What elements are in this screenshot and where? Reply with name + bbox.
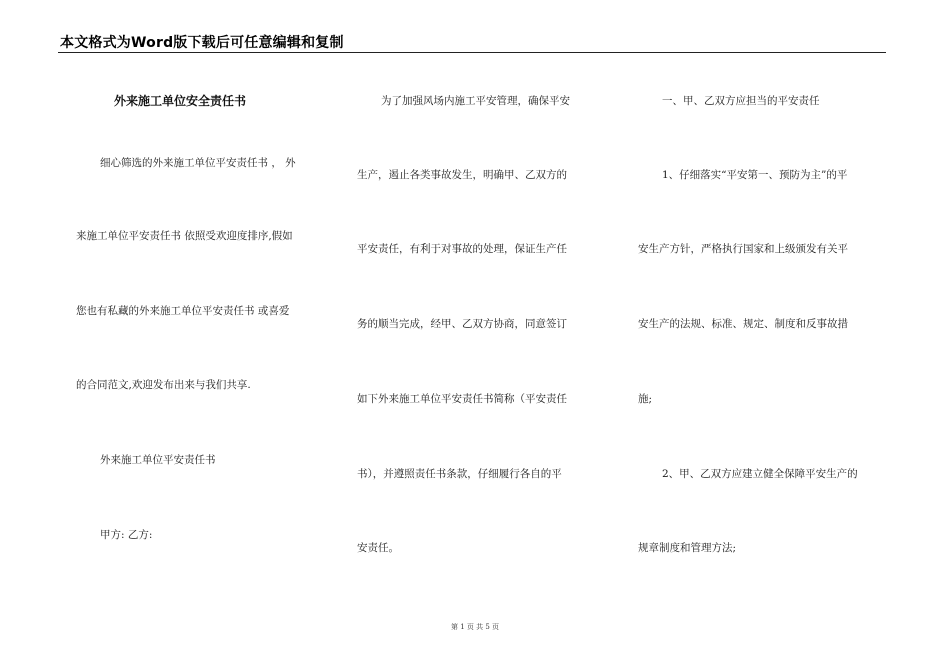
text-line: 安生产方针，严格执行国家和上级颁发有关平	[638, 243, 848, 255]
text-line: 书），并遵照责任书条款，仔细履行各自的平	[357, 468, 562, 480]
text-line: 外来施工单位平安责任书	[100, 454, 216, 466]
page-number: 第 1 页 共 5 页	[450, 623, 500, 631]
document-title: 外来施工单位安全责任书	[114, 94, 247, 108]
text-line: 甲方: 乙方:	[100, 529, 153, 541]
text-line: 生产，遏止各类事故发生，明确甲、乙双方的	[357, 169, 567, 181]
text-line: 务的顺当完成，经甲、乙双方协商，同意签订	[357, 318, 567, 330]
text-line: 的合同范文,欢迎发布出来与我们共享.	[76, 379, 251, 391]
text-line: 施;	[638, 393, 653, 405]
text-line: 一、甲、乙双方应担当的平安责任	[662, 95, 820, 107]
text-line: 细心筛选的外来施工单位平安责任书 ， 外	[100, 157, 296, 169]
text-line: 安生产的法规、标准、规定、制度和反事故措	[638, 318, 848, 330]
text-line: 为了加强风场内施工平安管理，确保平安	[381, 95, 570, 107]
text-column-3	[638, 0, 888, 672]
text-column-1	[76, 0, 326, 672]
text-line: 平安责任，有利于对事故的处理，保证生产任	[357, 243, 567, 255]
header-title: 本文格式为Word版下载后可任意编辑和复制	[60, 35, 344, 51]
text-column-2	[357, 0, 607, 672]
text-line: 安责任。	[357, 542, 399, 554]
text-line: 1、仔细落实“平安第一、预防为主”的平	[662, 169, 848, 181]
text-line: 您也有私藏的外来施工单位平安责任书 或喜爱	[76, 305, 290, 317]
text-line: 规章制度和管理方法;	[638, 542, 737, 554]
text-line: 2、甲、乙双方应建立健全保障平安生产的	[662, 468, 858, 480]
text-line: 来施工单位平安责任书 依照受欢迎度排序,假如	[76, 230, 293, 242]
text-line: 如下外来施工单位平安责任书简称（平安责任	[357, 393, 567, 405]
